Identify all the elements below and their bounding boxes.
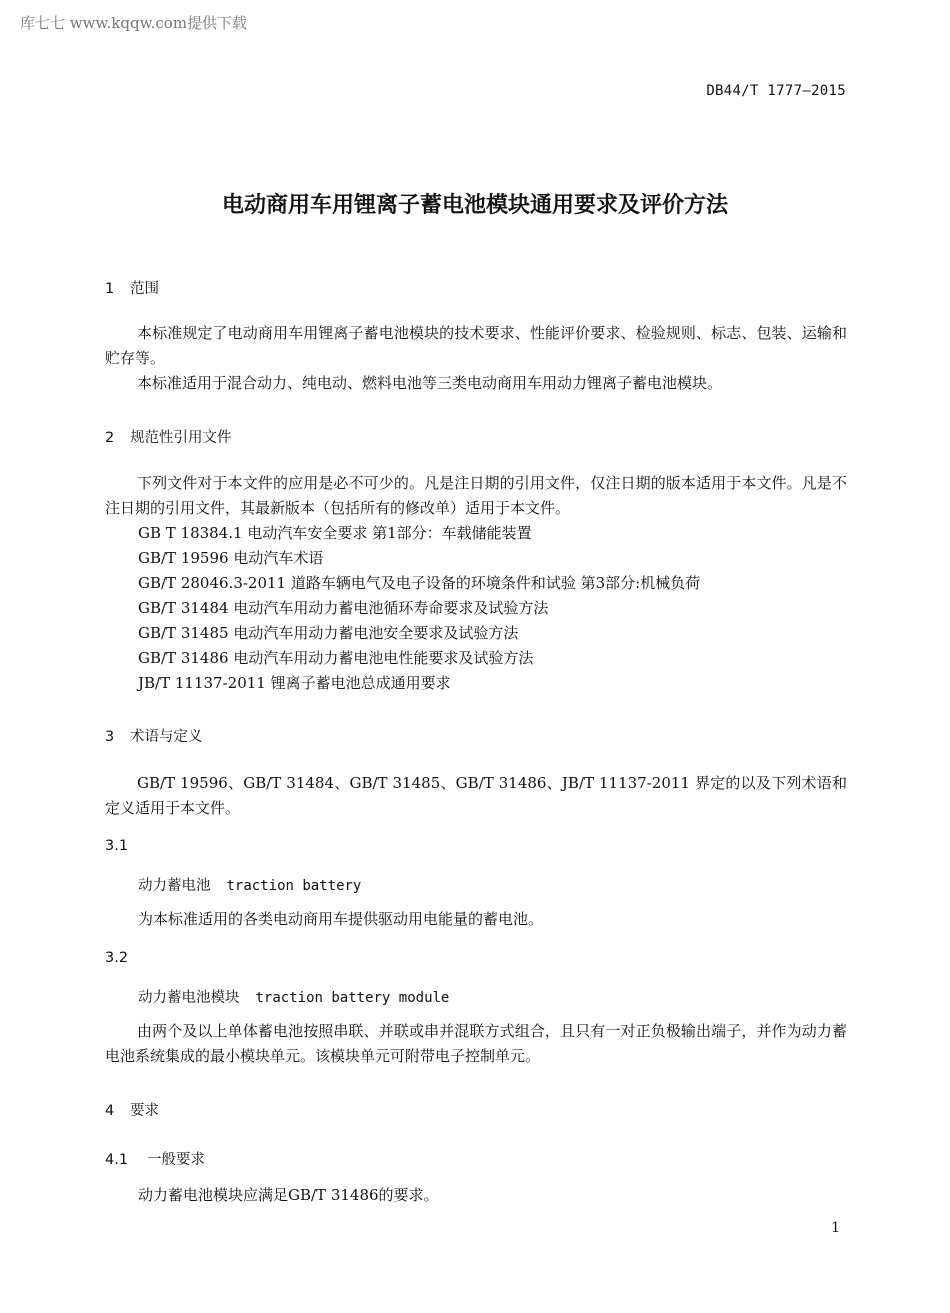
- section-number: 4: [105, 1103, 115, 1119]
- reference-item: GB/T 19596 电动汽车术语: [138, 549, 324, 567]
- section-number: 1: [105, 281, 115, 297]
- page-number: 1: [831, 1220, 840, 1236]
- reference-item: GB T 18384.1 电动汽车安全要求 第1部分：车载储能装置: [138, 524, 532, 542]
- section-1-heading: [105, 277, 159, 298]
- document-number: DB44/T 1777—2015: [706, 83, 846, 99]
- section-3-heading: [105, 725, 203, 746]
- subsection-4-1-paragraph: 动力蓄电池模块应满足GB/T 31486的要求。: [138, 1186, 439, 1204]
- section-2-paragraph-1: 下列文件对于本文件的应用是必不可少的。凡是注日期的引用文件，仅注日期的版本适用于本文件。凡是不注日期的引用文件，其最新版本（包括所有的修改单）适用于本文件。: [105, 474, 847, 517]
- term-3-1-number: 3.1: [105, 838, 129, 854]
- section-number: 2: [105, 430, 115, 446]
- term-english: traction battery: [226, 878, 362, 894]
- term-3-1: [138, 874, 361, 895]
- reference-item: GB/T 28046.3-2011 道路车辆电气及电子设备的环境条件和试验 第3部分:机械负荷: [138, 574, 701, 592]
- term-chinese: 动力蓄电池模块: [138, 990, 240, 1006]
- document-title: 电动商用车用锂离子蓄电池模块通用要求及评价方法: [221, 193, 728, 218]
- reference-item: GB/T 31486 电动汽车用动力蓄电池电性能要求及试验方法: [138, 649, 534, 667]
- watermark: 库七七 www.kqqw.com提供下载: [20, 14, 248, 32]
- subsection-number: 4.1: [105, 1152, 129, 1168]
- term-3-2-number: 3.2: [105, 950, 129, 966]
- subsection-title: 一般要求: [147, 1152, 205, 1168]
- reference-item: GB/T 31485 电动汽车用动力蓄电池安全要求及试验方法: [138, 624, 519, 642]
- section-2-heading: [105, 426, 232, 447]
- section-title: 范围: [130, 281, 159, 297]
- section-number: 3: [105, 729, 115, 745]
- section-4-heading: [105, 1099, 159, 1120]
- section-title: 要求: [130, 1103, 159, 1119]
- reference-item: JB/T 11137-2011 锂离子蓄电池总成通用要求: [138, 674, 451, 692]
- section-1-paragraph-1: 本标准规定了电动商用车用锂离子蓄电池模块的技术要求、性能评价要求、检验规则、标志、包装、运输和贮存等。: [105, 324, 847, 367]
- section-title: 规范性引用文件: [130, 430, 232, 446]
- section-3-paragraph-1: GB/T 19596、GB/T 31484、GB/T 31485、GB/T 31486、JB/T 11137-2011 界定的以及下列术语和定义适用于本文件。: [105, 774, 847, 817]
- term-3-1-definition: 为本标准适用的各类电动商用车提供驱动用电能量的蓄电池。: [138, 910, 544, 928]
- term-3-2-definition: 由两个及以上单体蓄电池按照串联、并联或串并混联方式组合，且只有一对正负极输出端子，并作为动力蓄电池系统集成的最小模块单元。该模块单元可附带电子控制单元。: [105, 1022, 847, 1065]
- term-chinese: 动力蓄电池: [138, 878, 211, 894]
- section-title: 术语与定义: [130, 729, 203, 745]
- section-1-paragraph-2: 本标准适用于混合动力、纯电动、燃料电池等三类电动商用车用动力锂离子蓄电池模块。: [137, 374, 723, 392]
- reference-item: GB/T 31484 电动汽车用动力蓄电池循环寿命要求及试验方法: [138, 599, 549, 617]
- term-english: traction battery module: [255, 990, 450, 1006]
- subsection-4-1-heading: [105, 1148, 205, 1169]
- term-3-2: [138, 986, 449, 1007]
